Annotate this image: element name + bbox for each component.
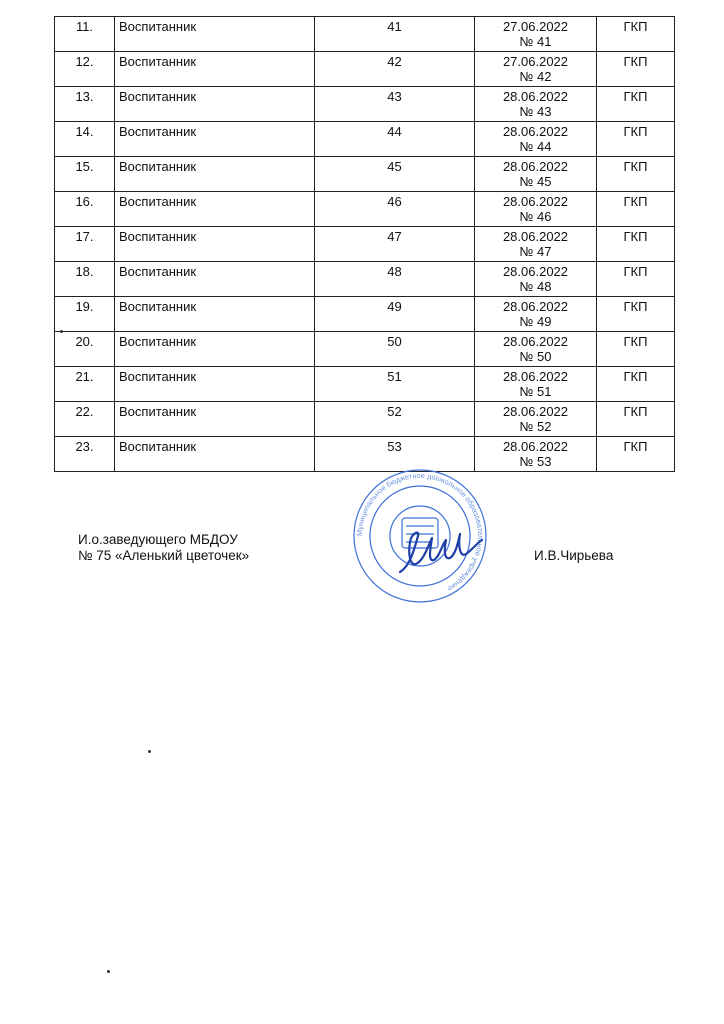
order-date: 28.06.2022 [502,299,569,314]
order-number: № 47 [519,244,552,259]
child-id-cell: 46 [315,192,475,227]
scan-speck [107,970,110,973]
enrollment-date-cell [475,402,597,437]
role-cell: Воспитанник [115,17,315,52]
enrollment-date-cell [475,87,597,122]
enrollment-date-cell [475,297,597,332]
row-number-cell: 11. [55,17,115,52]
order-number: № 43 [519,104,552,119]
signatory-position [78,532,249,564]
table-row [55,122,675,157]
order-date: 28.06.2022 [502,439,569,454]
role-cell: Воспитанник [115,157,315,192]
table-body [55,17,675,472]
enrollment-date-cell [475,227,597,262]
row-number-cell: 16. [55,192,115,227]
order-date: 28.06.2022 [502,194,569,209]
child-id-cell: 43 [315,87,475,122]
enrollment-date-cell [475,367,597,402]
group-cell: ГКП [597,297,675,332]
role-cell: Воспитанник [115,402,315,437]
table-row [55,227,675,262]
role-cell: Воспитанник [115,332,315,367]
seal-text: Муниципальное бюджетное дошкольное образовательное учреждение [354,470,486,594]
order-number: № 53 [519,454,552,469]
table-row [55,87,675,122]
row-number-cell: 22. [55,402,115,437]
role-cell: Воспитанник [115,227,315,262]
table-row [55,17,675,52]
order-date: 28.06.2022 [502,89,569,104]
order-date: 28.06.2022 [502,369,569,384]
signatory-name: И.В.Чирьева [534,548,614,563]
order-number: № 50 [519,349,552,364]
scan-speck [148,750,151,753]
order-date: 28.06.2022 [502,334,569,349]
child-id-cell: 44 [315,122,475,157]
child-id-cell: 49 [315,297,475,332]
order-number: № 45 [519,174,552,189]
group-cell: ГКП [597,227,675,262]
position-line-2: № 75 «Аленький цветочек» [78,548,250,563]
order-date: 28.06.2022 [502,264,569,279]
table-row [55,332,675,367]
order-date: 28.06.2022 [502,404,569,419]
order-number: № 51 [519,384,552,399]
row-number-cell: 19. [55,297,115,332]
order-date: 28.06.2022 [502,229,569,244]
role-cell: Воспитанник [115,367,315,402]
table-row [55,367,675,402]
row-number-cell: 21. [55,367,115,402]
order-number: № 46 [519,209,552,224]
table-row [55,52,675,87]
enrollment-date-cell [475,332,597,367]
row-number-cell: 18. [55,262,115,297]
order-date: 27.06.2022 [502,19,569,34]
row-number-cell: 20. [55,332,115,367]
group-cell: ГКП [597,402,675,437]
table-row [55,157,675,192]
child-id-cell: 45 [315,157,475,192]
enrollment-date-cell [475,17,597,52]
group-cell: ГКП [597,17,675,52]
enrollment-date-cell [475,157,597,192]
row-number-cell: 14. [55,122,115,157]
group-cell: ГКП [597,87,675,122]
child-id-cell: 48 [315,262,475,297]
row-number-cell: 13. [55,87,115,122]
table-row [55,262,675,297]
role-cell: Воспитанник [115,192,315,227]
position-line-1: И.о.заведующего МБДОУ [78,532,238,547]
row-number-cell: 15. [55,157,115,192]
order-number: № 52 [519,419,552,434]
role-cell: Воспитанник [115,297,315,332]
scan-speck [60,330,63,333]
handwritten-signature [396,520,486,580]
role-cell: Воспитанник [115,52,315,87]
group-cell: ГКП [597,367,675,402]
group-cell: ГКП [597,332,675,367]
role-cell: Воспитанник [115,437,315,472]
child-id-cell: 52 [315,402,475,437]
child-id-cell: 47 [315,227,475,262]
row-number-cell: 23. [55,437,115,472]
children-list-table [54,16,675,472]
role-cell: Воспитанник [115,87,315,122]
order-number: № 42 [519,69,552,84]
group-cell: ГКП [597,157,675,192]
enrollment-date-cell [475,262,597,297]
group-cell: ГКП [597,437,675,472]
table-row [55,402,675,437]
role-cell: Воспитанник [115,262,315,297]
role-cell: Воспитанник [115,122,315,157]
group-cell: ГКП [597,122,675,157]
row-number-cell: 17. [55,227,115,262]
order-date: 28.06.2022 [502,159,569,174]
order-date: 28.06.2022 [502,124,569,139]
group-cell: ГКП [597,52,675,87]
enrollment-date-cell [475,437,597,472]
enrollment-date-cell [475,122,597,157]
child-id-cell: 42 [315,52,475,87]
table-row [55,297,675,332]
child-id-cell: 51 [315,367,475,402]
order-number: № 49 [519,314,552,329]
table-row [55,192,675,227]
enrollment-date-cell [475,192,597,227]
order-number: № 48 [519,279,552,294]
row-number-cell: 12. [55,52,115,87]
group-cell: ГКП [597,192,675,227]
order-number: № 41 [519,34,552,49]
group-cell: ГКП [597,262,675,297]
child-id-cell: 41 [315,17,475,52]
child-id-cell: 53 [315,437,475,472]
order-date: 27.06.2022 [502,54,569,69]
child-id-cell: 50 [315,332,475,367]
order-number: № 44 [519,139,552,154]
enrollment-date-cell [475,52,597,87]
